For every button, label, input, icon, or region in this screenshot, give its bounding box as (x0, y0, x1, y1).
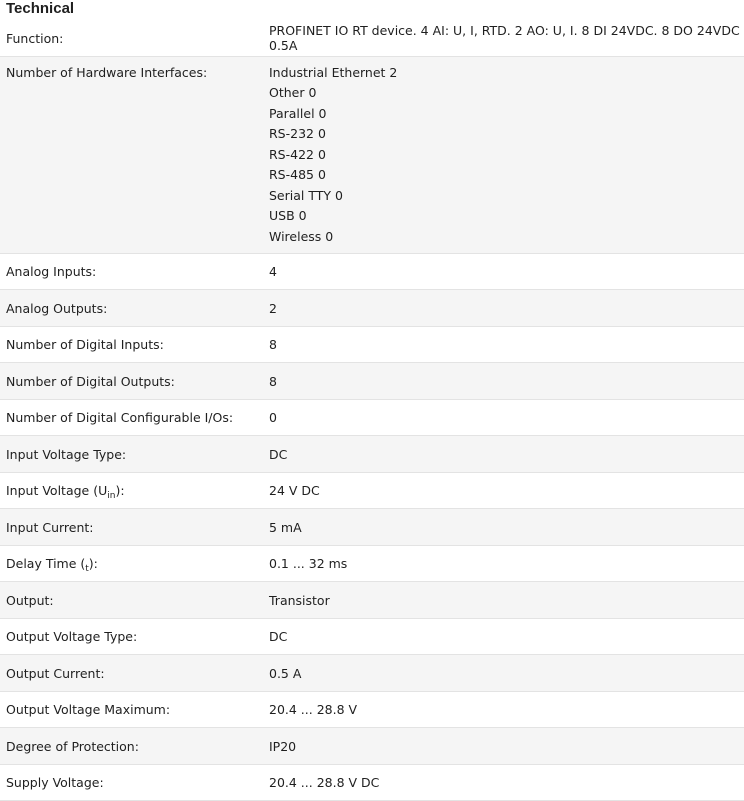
spec-label: Input Current: (6, 519, 94, 535)
spec-value: IP20 (269, 738, 297, 754)
spec-row-function (0, 20, 744, 57)
spec-value: 0.5 A (269, 665, 302, 681)
interface-item: RS-232 0 (269, 126, 326, 142)
spec-row-digital-inputs (0, 327, 744, 363)
spec-row-delay-time (0, 546, 744, 582)
spec-row-analog-outputs (0, 290, 744, 327)
interface-item: Wireless 0 (269, 228, 334, 244)
interface-item: Serial TTY 0 (269, 187, 343, 203)
spec-row-input-current (0, 509, 744, 546)
spec-label: Analog Inputs: (6, 264, 97, 279)
spec-label: Delay Time $(_t)$: (6, 556, 98, 574)
spec-label: Output Voltage Maximum: (6, 702, 171, 717)
interface-item: RS-422 0 (269, 146, 326, 162)
spec-value: 20.4 ... 28.8 V DC (269, 775, 380, 790)
spec-value: 8 (269, 373, 277, 389)
interface-item: USB 0 (269, 208, 307, 224)
spec-value: 0 (269, 410, 277, 425)
spec-value: DC (269, 446, 288, 462)
spec-row-hardware-interfaces (0, 57, 744, 254)
spec-value: 8 (269, 337, 277, 352)
interface-item: Other 0 (269, 85, 317, 101)
spec-value: 5 mA (269, 519, 302, 535)
spec-row-output (0, 582, 744, 619)
spec-value: PROFINET IO RT device. 4 AI: U, I, RTD. 2 AO: U, I. 8 DI 24VDC. 8 DO 24VDC 0.5A (269, 23, 740, 53)
spec-label: Output Current: (6, 665, 105, 681)
spec-label: Number of Digital Outputs: (6, 373, 175, 389)
spec-row-analog-inputs (0, 254, 744, 290)
interface-item: Parallel 0 (269, 105, 327, 121)
spec-row-degree-of-protection (0, 728, 744, 765)
spec-label: Number of Hardware Interfaces: (6, 65, 208, 80)
spec-label: Number of Digital Configurable I/Os: (6, 410, 234, 425)
spec-label: Analog Outputs: (6, 300, 108, 316)
spec-value: 0.1 ... 32 ms (269, 556, 348, 571)
spec-value: Transistor (269, 592, 330, 608)
spec-value: 2 (269, 300, 277, 316)
spec-label: Supply Voltage: (6, 775, 104, 790)
spec-label: Input Voltage Type: (6, 446, 127, 462)
spec-row-input-voltage (0, 473, 744, 509)
spec-label: Output Voltage Type: (6, 629, 138, 644)
spec-row-output-voltage-max (0, 692, 744, 728)
spec-value: DC (269, 629, 288, 644)
spec-row-input-voltage-type (0, 436, 744, 473)
spec-row-output-current (0, 655, 744, 692)
spec-row-output-voltage-type (0, 619, 744, 655)
spec-value: 20.4 ... 28.8 V (269, 702, 358, 717)
spec-value-list (269, 63, 744, 248)
interface-item: RS-485 0 (269, 167, 326, 183)
spec-value: 4 (269, 264, 277, 279)
interface-item: Industrial Ethernet 2 (269, 64, 398, 80)
spec-value: 24 V DC (269, 483, 320, 498)
spec-row-digital-outputs (0, 363, 744, 400)
spec-label: Degree of Protection: (6, 738, 139, 754)
spec-label: Input Voltage $(U_{in})$: (6, 483, 125, 501)
spec-label: Function: (6, 30, 64, 46)
spec-row-configurable-io (0, 400, 744, 436)
spec-label: Output: (6, 592, 54, 608)
spec-label: Number of Digital Inputs: (6, 337, 164, 352)
section-title: Technical (6, 0, 75, 17)
